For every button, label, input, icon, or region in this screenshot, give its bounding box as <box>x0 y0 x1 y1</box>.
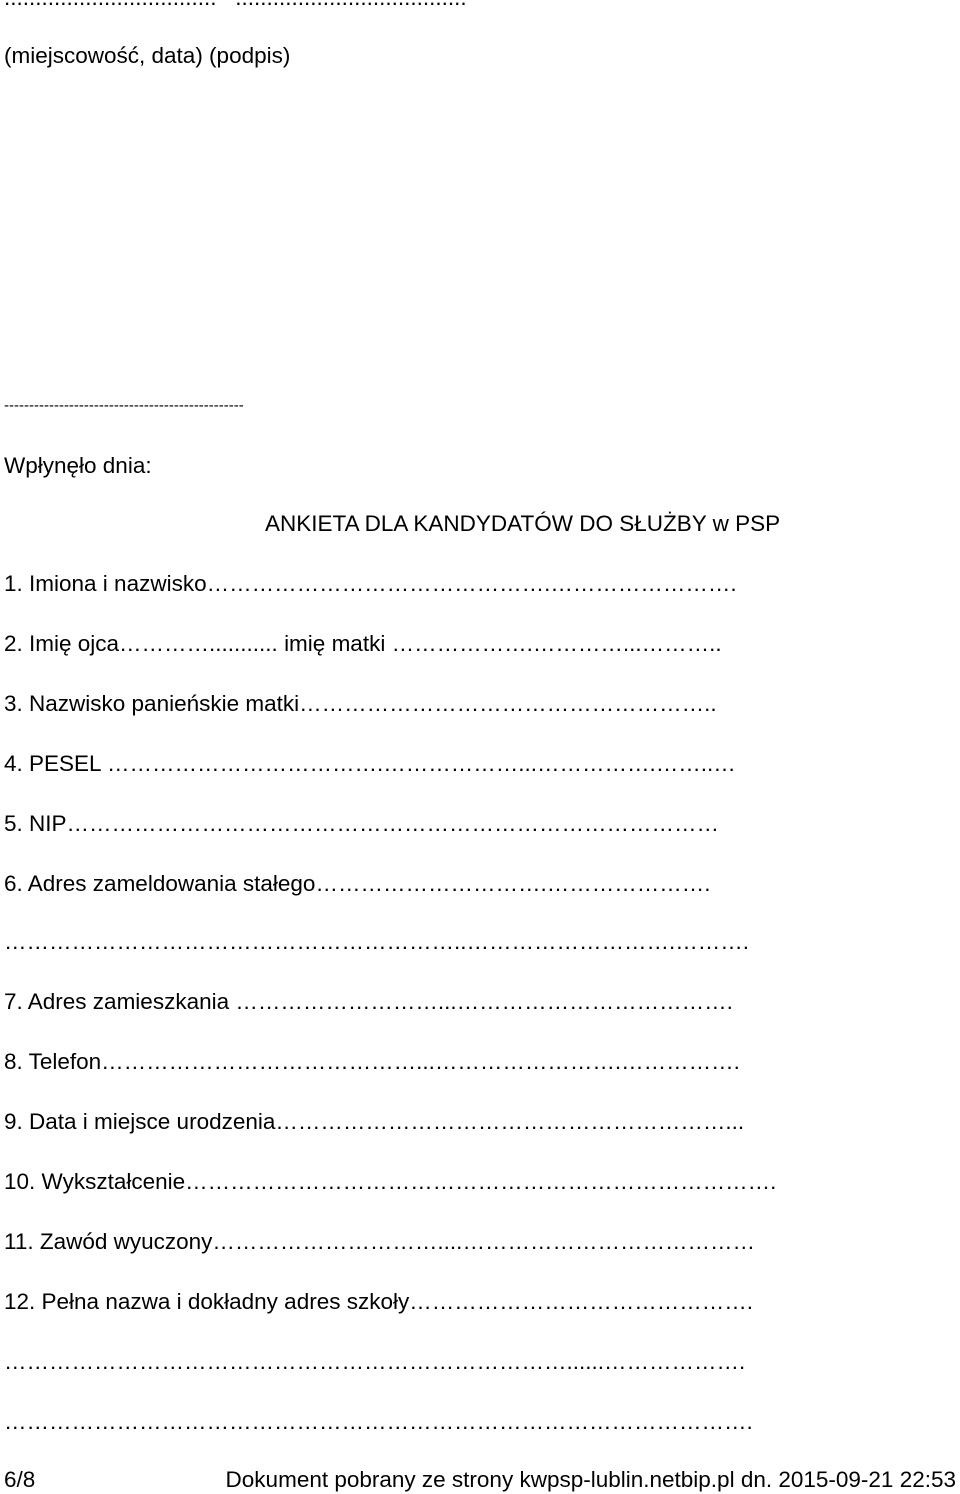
field-parents-names: 2. Imię ojca…………........... imię matki ……………….…………...……….. <box>4 631 722 656</box>
field-pesel: 4. PESEL ……………………………….………………...…………….……..… <box>4 751 736 776</box>
field-mother-maiden-name: 3. Nazwisko panieńskie matki……………………………………………….. <box>4 691 723 716</box>
field-profession: 11. Zawód wyuczony…………………………....………………………………… <box>4 1229 755 1254</box>
field-education: 10. Wykształcenie……………………………………………………………………. <box>4 1169 777 1194</box>
page-number: 6/8 <box>4 1467 36 1492</box>
signature-dots <box>4 0 467 12</box>
download-note: Dokument pobrany ze strony kwpsp-lublin.netbip.pl dn. 2015-09-21 22:53 <box>225 1467 956 1492</box>
page-footer <box>4 1466 956 1494</box>
field-registered-address: 6. Adres zameldowania stałego………………………….…………………. <box>4 871 711 896</box>
signature-caption: (miejscowość, data) (podpis) <box>4 43 291 68</box>
field-nip: 5. NIP…………………………………………………………………………… <box>4 811 720 836</box>
received-date-label: Wpłynęło dnia: <box>4 453 152 478</box>
field-school-continuation-2: ………………………………………………………………………………………. <box>4 1409 753 1434</box>
field-phone: 8. Telefon……………………………………...…………………….……………. <box>4 1049 740 1074</box>
field-school-continuation-1: …………………………………………………………………......………………. <box>4 1349 746 1374</box>
field-birth-date-place: 9. Data i miejsce urodzenia……………………………………………………... <box>4 1109 745 1134</box>
field-residence-address: 7. Adres zamieszkania ………………………...………………………………. <box>4 989 733 1014</box>
field-school-name-address: 12. Pełna nazwa i dokładny adres szkoły………………………………………. <box>4 1289 753 1314</box>
form-title: ANKIETA DLA KANDYDATÓW DO SŁUŻBY w PSP <box>265 511 781 536</box>
separator-line: ------------------------------------------------ <box>4 397 244 414</box>
field-registered-address-continuation: ……………………………………………………..……………………….………. <box>4 929 750 954</box>
field-full-name: 1. Imiona i nazwisko……………………………………….……………………. <box>4 571 737 596</box>
